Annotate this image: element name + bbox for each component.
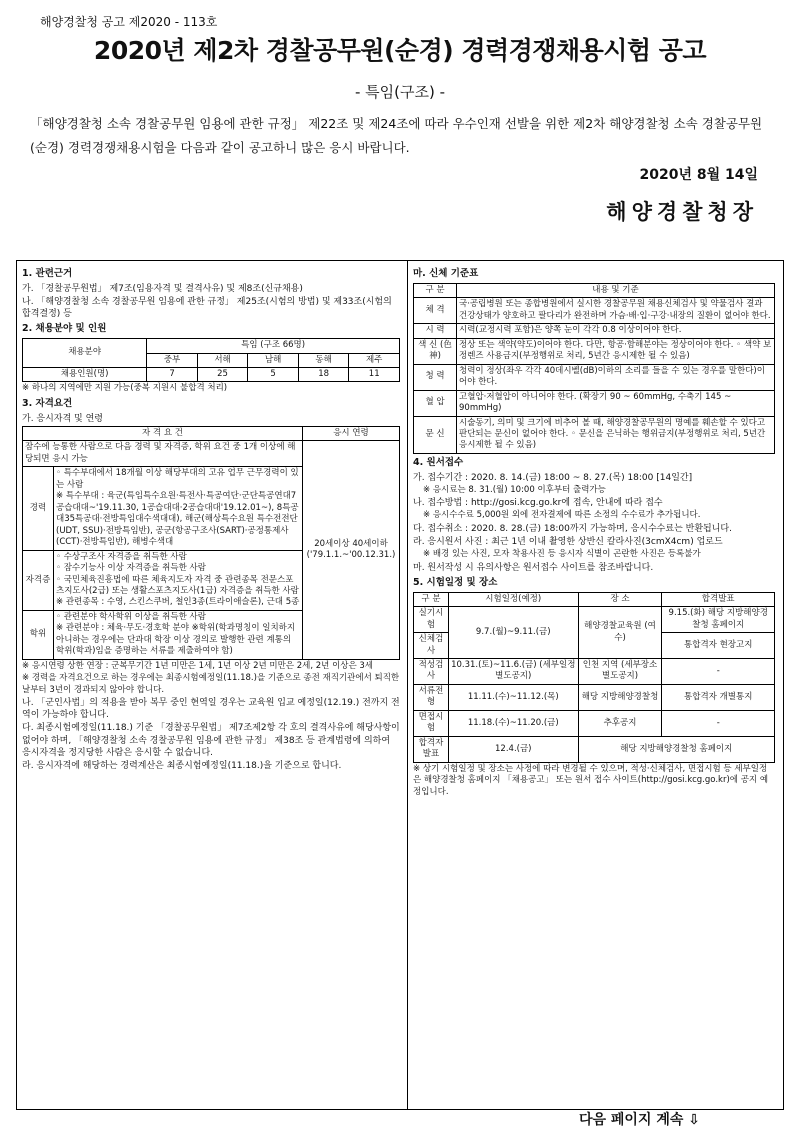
exam-place: 해양경찰교육원 (여수)	[578, 607, 662, 659]
table-row	[414, 338, 775, 364]
exam-place: 추후공지	[578, 710, 662, 736]
col-header-description: 내용 및 기준	[457, 283, 775, 297]
exam-name: 실기시험	[414, 607, 449, 633]
note-career: ※ 경력을 자격요건으로 하는 경우에는 최종시험예정일(11.18.)을 기준으로 종전 재직기관에서 퇴직한 날부터 3년이 경과되지 않아야 합니다.	[22, 673, 400, 695]
category-cell: 시 력	[414, 324, 457, 338]
region-cell: 남해	[248, 353, 299, 367]
exam-place: 해당 지방해양경찰청 홈페이지	[578, 736, 774, 762]
section-4-ma: 마. 원서작성 시 유의사항은 원서접수 사이트를 참조바랍니다.	[413, 562, 654, 573]
count-cell: 5	[248, 367, 299, 381]
table-row	[414, 298, 775, 324]
section-5-heading: 5. 시험일정 및 장소	[413, 576, 498, 588]
exam-name: 적성검사	[414, 658, 449, 684]
career-note: ※ 특수부대 : 육군(특임특수요원·특전사·특공여단·군단특공연대7공습대대~'19.11.30, 1공습대대·2공습대대'19.12.01~), 8특공대35특공대·전방특임대수색대대), 해군(해상특수요원 특수전전단(UDT, SSU)·전방특임반), 공군(항공구조사(SART)·공정통제사(CCT)·전방특임반), 해병수색대	[56, 491, 299, 548]
table-row	[414, 736, 775, 762]
exam-name: 서류전형	[414, 684, 449, 710]
description-cell: 정상 또는 색약(약도)이어야 한다. 다만, 항공·함해분야는 정상이어야 한다. ◦ 색약 보정렌즈 사용금지(부정행위로 처리, 5년간 응시제한 될 수 있음)	[457, 338, 775, 364]
table-row	[414, 710, 775, 736]
table-row	[414, 324, 775, 338]
section-1-item-na: 나. 「해양경찰청 소속 경찰공무원 임용에 관한 규정」 제25조(시험의 방법) 및 제33조(시험의 합격결정) 등	[22, 296, 392, 320]
exam-place: 해당 지방해양경찰청	[578, 684, 662, 710]
section-3-item-ra: 라. 응시자격에 해당하는 경력계산은 최종시험예정일(11.18.)을 기준으로 합니다.	[22, 760, 342, 771]
description-cell: 고혈압·저혈압이 아니어야 한다. (확장기 90 ~ 60mmHg, 수축기 145 ~ 90mmHg)	[457, 390, 775, 416]
section-3-item-na: 나. 「군인사법」의 적용을 받아 복무 중인 현역일 경우는 교육원 입교 예정일(12.19.) 전까지 전역이 가능하야 합니다.	[22, 698, 400, 721]
cert-label: 자격증	[23, 550, 54, 610]
exam-date: 11.11.(수)~11.12.(목)	[448, 684, 578, 710]
col-header-age: 응시 연령	[303, 426, 400, 440]
cert-item-2: ◦ 잠수기능사 이상 자격증을 취득한 사람	[56, 563, 206, 574]
qualification-table	[22, 426, 400, 660]
column-divider	[407, 261, 408, 1109]
exam-date: 12.4.(금)	[448, 736, 578, 762]
description-cell: 청력이 정상(좌우 각각 40데시벨(dB)이하의 소리를 들을 수 있는 경우를 말한다)이어야 한다.	[457, 364, 775, 390]
exam-result: 통합격자 개별통지	[662, 684, 775, 710]
description-cell: 시력(교정시력 포함)은 양쪽 눈이 각각 0.8 이상이어야 한다.	[457, 324, 775, 338]
recruit-count-table	[22, 338, 400, 382]
section-2-heading: 2. 채용분야 및 인원	[22, 323, 107, 335]
career-label: 경력	[23, 467, 54, 550]
section-4-ra: 라. 응시원서 사진 : 최근 1년 이내 촬영한 상반신 칼라사진(3cmX4cm) 업로드	[413, 537, 723, 548]
right-column	[413, 265, 775, 799]
notice-date: 2020년 8월 14일	[639, 167, 758, 183]
col-header-category: 구 분	[414, 283, 457, 297]
exam-result: -	[662, 658, 775, 684]
intro-paragraph: 「해양경찰청 소속 경찰공무원 임용에 관한 규정」 제22조 및 제24조에 따라 우수인재 선발을 위한 제2차 해양경찰청 소속 경찰공무원(순경) 경력경쟁채용시험을 다음과 같이 공고하니 많은 응시 바랍니다.	[30, 116, 763, 155]
table-row	[414, 364, 775, 390]
col-header: 구 분	[414, 592, 449, 606]
section-4-heading: 4. 원서접수	[413, 456, 464, 468]
exam-date: 9.7.(월)~9.11.(금)	[448, 607, 578, 659]
degree-main: ◦ 관련분야 학사학위 이상을 취득한 사람	[56, 611, 206, 622]
exam-result: 9.15.(화) 해당 지방해양경찰청 홈페이지	[662, 607, 775, 633]
cert-item-1: ◦ 수상구조사 자격증을 취득한 사람	[56, 551, 187, 562]
notice-number: 해양경찰청 공고 제2020 - 113호	[40, 15, 218, 29]
page-title: 2020년 제2차 경찰공무원(순경) 경력경쟁채용시험 공고	[93, 36, 707, 65]
count-cell: 7	[147, 367, 198, 381]
section-4-na-note: ※ 응시수수료 5,000원 외에 전자결제에 따른 소정의 수수료가 추가됩니다.	[423, 510, 701, 521]
body-standard-heading: 마. 신체 기준표	[413, 268, 479, 279]
region-cell: 제주	[349, 353, 400, 367]
cert-note: ※ 관련종목 : 수영, 스킨스쿠버, 철인3종(트라이애슬론), 근대 5종	[56, 597, 300, 608]
count-cell: 25	[197, 367, 248, 381]
exam-result: -	[662, 710, 775, 736]
region-cell: 동해	[298, 353, 349, 367]
section-4-ga-note: ※ 응시료는 8. 31.(월) 10:00 이후부터 출력가능	[423, 484, 606, 495]
exam-name: 합격자발표	[414, 736, 449, 762]
exam-result: 통합격자 현장고지	[662, 633, 775, 659]
category-cell: 색 신 (色 神)	[414, 338, 457, 364]
section-3-heading: 3. 자격요건	[22, 397, 73, 409]
col-header-requirements: 자 격 요 건	[23, 426, 303, 440]
table-row	[414, 416, 775, 453]
description-cell: 시술동기, 의미 및 크기에 비추어 볼 때, 해양경찰공무원의 명예를 훼손할 수 있다고 판단되는 문신이 없어야 한다. ◦ 문신을 은닉하는 행위금지(부정행위로 처리, 5년간 응시제한 될 수 있음)	[457, 416, 775, 453]
category-cell: 문 신	[414, 416, 457, 453]
col-header: 장 소	[578, 592, 662, 606]
exam-name: 면접시험	[414, 710, 449, 736]
section-4-da: 다. 접수취소 : 2020. 8. 28.(금) 18:00까지 가능하며, 응시수수료는 반환됩니다.	[413, 523, 732, 534]
section-5-note: ※ 상기 시험일정 및 장소는 사정에 따라 변경될 수 있으며, 적성·신체검사, 면접시험 등 세부일정은 해양경찰청 홈페이지 「채용공고」 또는 원서 접수 사이트(http://gosi.kcg.go.kr)에 공지 예정입니다.	[413, 763, 769, 797]
content-frame	[16, 260, 784, 1110]
exam-date: 11.18.(수)~11.20.(금)	[448, 710, 578, 736]
cert-item-3: ◦ 국민체육진흥법에 따른 체육지도자 자격 중 관련종목 전문스포츠지도사(2급) 또는 생활스포츠지도사(1급) 자격증을 취득한 사람	[56, 574, 299, 596]
qualification-lead: 잠수에 능통한 사람으로 다음 경력 및 자격증, 학위 요건 중 1개 이상에 해당되면 응시 가능	[23, 441, 303, 467]
col-header: 합격발표	[662, 592, 775, 606]
region-cell: 중부	[147, 353, 198, 367]
page-subtitle: - 특임(구조) -	[354, 83, 446, 101]
count-cell: 18	[298, 367, 349, 381]
description-cell: 국·공립병원 또는 종합병원에서 실시한 경찰공무원 채용신체검사 및 약물검사 결과 건강상태가 양호하고 팔다리가 완전하며 가슴·배·입·구강·내장의 질환이 없어야 한다.	[457, 298, 775, 324]
table-row	[414, 607, 775, 633]
section-2-note: ※ 하나의 지역에만 지원 가능(중복 지원시 불합격 처리)	[22, 383, 228, 394]
section-3-item-da: 다. 최종시험예정일(11.18.) 기준 「경찰공무원법」 제7조제2항 각 호의 결격사유에 해당사항이 없어야 하며, 「해양경찰청 소속 경찰공무원 임용에 관한 규정」 제38조 등 관계법령에 의하여 응시자격을 정지당한 사람은 응시할 수 없습니다.	[22, 723, 400, 758]
table-row	[414, 684, 775, 710]
exam-place: 인천 지역 (세부장소 별도공지)	[578, 658, 662, 684]
next-page-notice: 다음 페이지 계속 ⇩	[578, 1112, 700, 1128]
count-cell: 11	[349, 367, 400, 381]
col-header: 시험일정(예정)	[448, 592, 578, 606]
note-age: ※ 응시연령 상한 연장 : 군복무기간 1년 미만은 1세, 1년 이상 2년 미만은 2세, 2년 이상은 3세	[22, 660, 374, 671]
section-1-heading: 1. 관련근거	[22, 268, 73, 279]
left-column	[22, 265, 400, 773]
exam-name: 신체검사	[414, 633, 449, 659]
section-4-na: 나. 접수방법 : http://gosi.kcg.go.kr에 접속, 안내에 따라 접수	[413, 498, 663, 509]
issuer-name: 해양경찰청장	[606, 200, 758, 224]
count-label: 채용인원(명)	[23, 367, 147, 381]
group-label: 특임 (구조 66명)	[147, 339, 400, 353]
section-4-ra-note: ※ 배경 있는 사진, 모자 착용사진 등 응시자 식별이 곤란한 사진은 등록불가	[423, 549, 701, 560]
category-cell: 청 력	[414, 364, 457, 390]
table-row	[414, 390, 775, 416]
degree-note: ※ 관련분야 : 체육·무도·경호학 분야 ※학위(학과명칭이 일치하지 아니하는 경우에는 단과대 학장 이상 경의로 발행한 관련 계통의 학위(학과)임을 증명하는 서류를 제출하여야 함)	[56, 623, 296, 657]
category-cell: 체 격	[414, 298, 457, 324]
section-4-ga: 가. 접수기간 : 2020. 8. 14.(금) 18:00 ~ 8. 27.(목) 18:00 [14일간]	[413, 472, 693, 483]
career-main: ◦ 특수부대에서 18개월 이상 해당부대의 고유 업무 근무경력이 있는 사람	[56, 468, 299, 490]
schedule-table	[413, 592, 775, 763]
section-1-item-ga: 가. 「경찰공무원법」 제7조(임용자격 및 결격사유) 및 제8조(신규채용)	[22, 283, 303, 294]
body-standard-table	[413, 283, 775, 454]
category-cell: 혈 압	[414, 390, 457, 416]
section-3-sub-ga: 가. 응시자격 및 연령	[22, 413, 103, 424]
region-cell: 서해	[197, 353, 248, 367]
table-row	[414, 658, 775, 684]
exam-date: 10.31.(토)~11.6.(금) (세부일정 별도공지)	[448, 658, 578, 684]
age-value: 20세이상 40세이하 ('79.1.1.~'00.12.31.)	[303, 441, 400, 659]
field-label: 채용분야	[23, 339, 147, 368]
degree-label: 학위	[23, 610, 54, 659]
